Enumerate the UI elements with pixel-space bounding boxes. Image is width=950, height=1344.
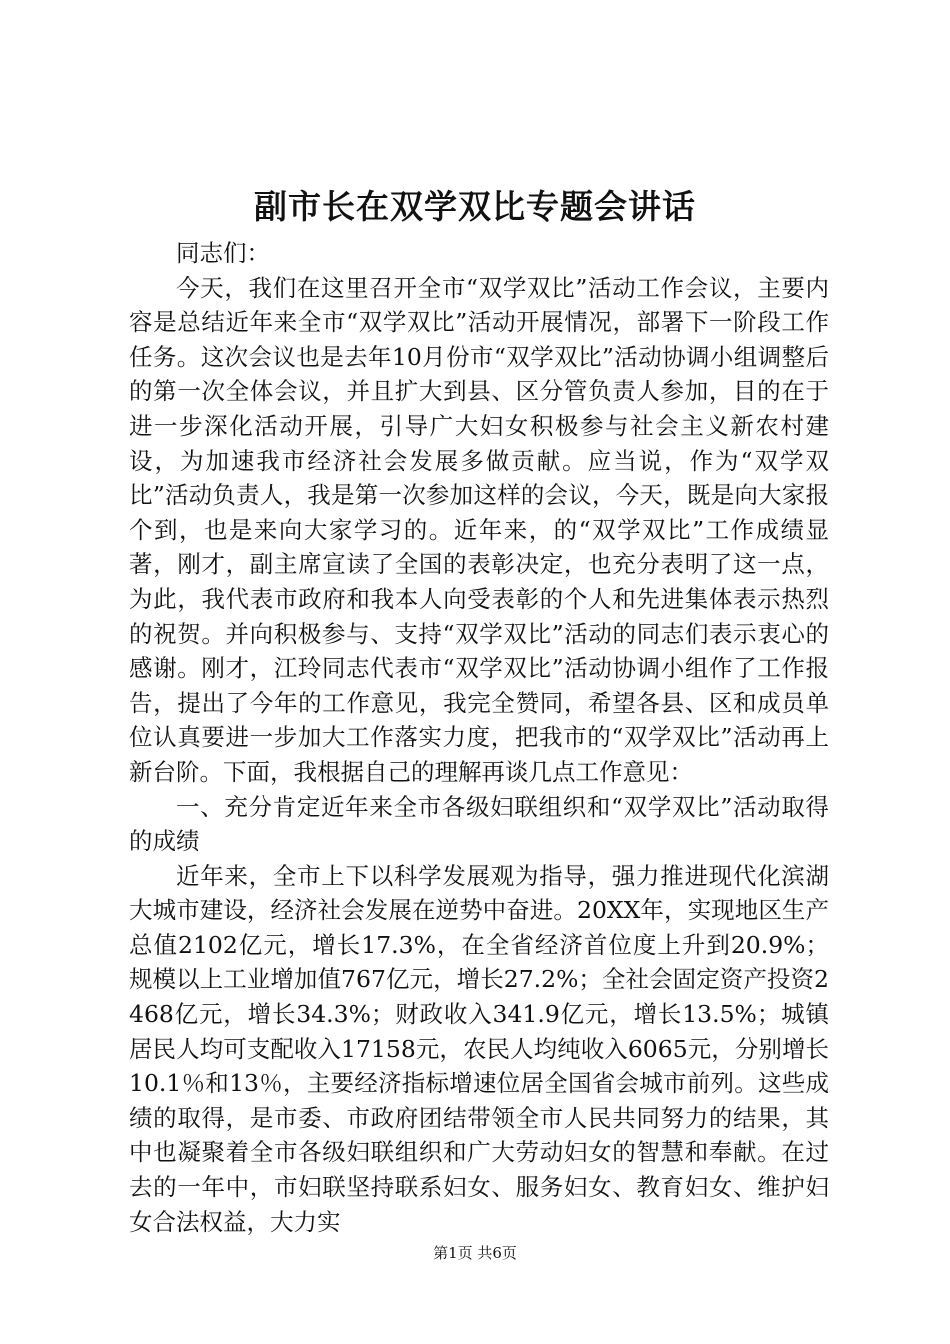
- document-body: [129, 236, 829, 1239]
- opening-paragraph: 今天，我们在这里召开全市“双学双比”活动工作会议，主要内容是总结近年来全市“双学双比”活动开展情况，部署下一阶段工作任务。这次会议也是去年10月份市“双学双比”活动协调小组调整后的第一次全体会议，并且扩大到县、区分管负责人参加，目的在于进一步深化活动开展，引导广大妇女积极参与社会主义新农村建设，为加速我市经济社会发展多做贡献。应当说，作为“双学双比”活动负责人，我是第一次参加这样的会议，今天，既是向大家报个到，也是来向大家学习的。近年来，的“双学双比”工作成绩显著，刚才，副主席宣读了全国的表彰决定，也充分表明了这一点，为此，我代表市政府和我本人向受表彰的个人和先进集体表示热烈的祝贺。并向积极参与、支持“双学双比”活动的同志们表示衷心的感谢。刚才，江玲同志代表市“双学双比”活动协调小组作了工作报告，提出了今年的工作意见，我完全赞同，希望各县、区和成员单位认真要进一步加大工作落实力度，把我市的“双学双比”活动再上新台阶。下面，我根据自己的理解再谈几点工作意见：: [129, 273, 829, 786]
- section-heading: 一、充分肯定近年来全市各级妇联组织和“双学双比”活动取得的成绩: [129, 792, 829, 856]
- page-footer: 第1页 共6页: [433, 1244, 517, 1262]
- achievements-paragraph: 近年来，全市上下以科学发展观为指导，强力推进现代化滨湖大城市建设，经济社会发展在逆势中奋进。20XX年，实现地区生产总值2102亿元，增长17.3%，在全省经济首位度上升到20.9%；规模以上工业增加值767亿元，增长27.2%；全社会固定资产投资2468亿元，增长34.3%；财政收入341.9亿元，增长13.5%；城镇居民人均可支配收入17158元，农民人均纯收入6065元，分别增长10.1％和13％，主要经济指标增速位居全国省会城市前列。这些成绩的取得，是市委、市政府团结带领全市人民共同努力的结果，其中也凝聚着全市各级妇联组织和广大劳动妇女的智慧和奉献。在过去的一年中，市妇联坚持联系妇女、服务妇女、教育妇女、维护妇女合法权益，大力实: [129, 861, 829, 1236]
- document-title: 副市长在双学双比专题会讲话: [254, 187, 696, 226]
- salutation-paragraph: 同志们：: [176, 239, 270, 267]
